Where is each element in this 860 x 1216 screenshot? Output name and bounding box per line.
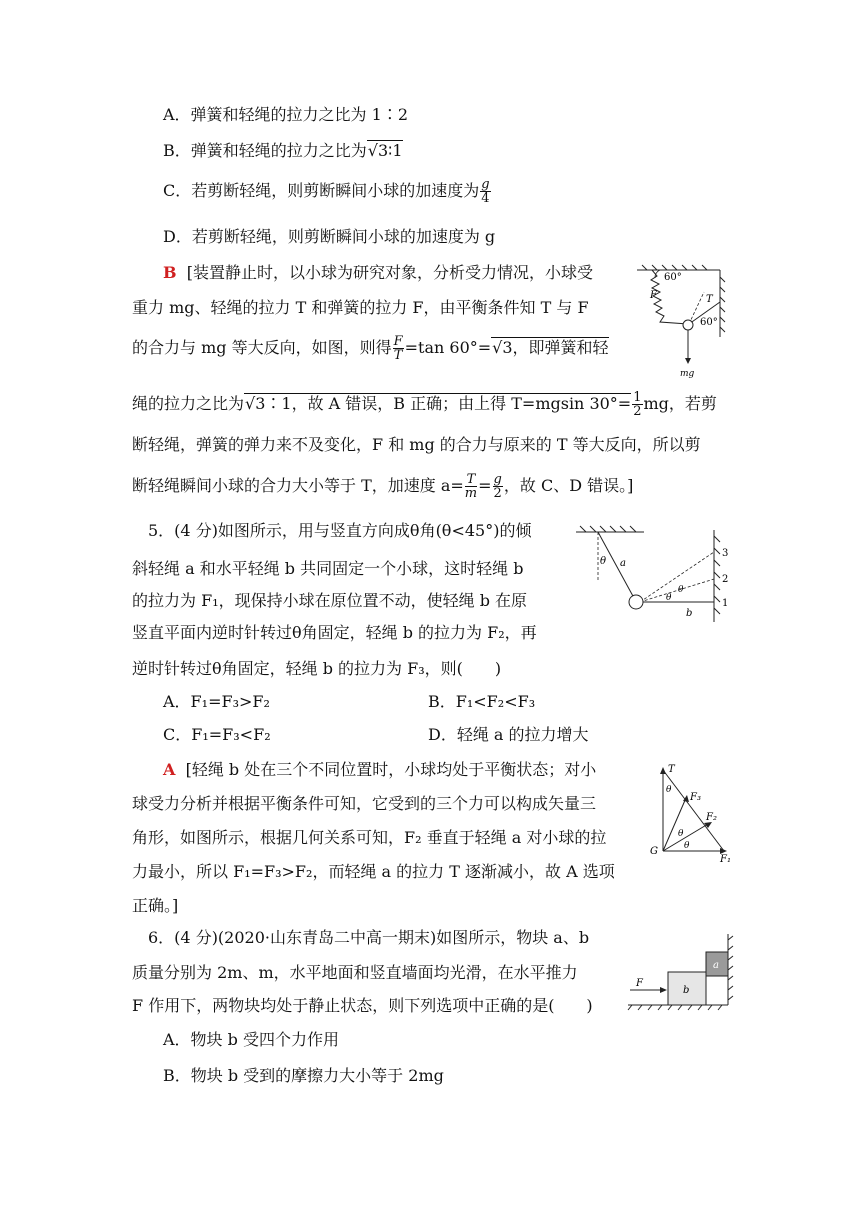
svg-text:θ: θ [684,841,690,851]
block-b-label: b [683,985,690,996]
tension-label: T [668,764,675,775]
q5-option-b: B．F₁<F₂<F₃ [428,692,536,711]
q5-stem-line-3: 的拉力为 F₁，现保持小球在原位置不动，使轻绳 b 在原 [132,591,528,610]
svg-text:θ: θ [678,585,684,595]
position-label-1: 1 [722,598,729,609]
q4-solution-line-5: 断轻绳，弹簧的弹力来不及变化，F 和 mg 的合力与原来的 T 等大反向，所以剪 [132,435,701,454]
push-force-label: F [636,978,643,989]
q6-stem-line-3: F 作用下，两物块均处于静止状态，则下列选项中正确的是( ) [132,996,593,1015]
q4-solution-line-4: 绳的拉力之比为√ 3∶1，故 A 错误，B 正确；由上得 T=mgsin 30°= $\frac{1}{2}$ mg，若剪 [132,391,717,418]
q6-option-a: A．物块 b 受四个力作用 [163,1030,339,1049]
ball [629,595,643,609]
q6-stem-line-2: 质量分别为 2m、m，水平地面和竖直墙面均光滑，在水平推力 [132,963,578,982]
svg-text:θ: θ [678,829,684,839]
q5-solution-line-4: 力最小，所以 F₁=F₃>F₂，而轻绳 a 的拉力 T 逐渐减小，故 A 选项 [132,862,615,881]
q5-option-d: D．轻绳 a 的拉力增大 [428,725,589,744]
q4-option-b: B．弹簧和轻绳的拉力之比为√ 3∶1 [163,139,403,163]
q5-option-c: C．F₁=F₃<F₂ [163,725,271,744]
q4-solution-line-1: B [装置静止时，以小球为研究对象，分析受力情况，小球受 [163,263,593,282]
q5-solution-line-2: 球受力分析并根据平衡条件可知，它受到的三个力可以构成矢量三 [132,794,597,813]
q5-force-triangle [648,758,738,868]
position-label-3: 3 [722,548,729,559]
q4-spring-diagram [632,262,732,382]
f3-label: F₃ [690,792,701,803]
q6-blocks-diagram [624,930,736,1012]
q6-option-b: B．物块 b 受到的摩擦力大小等于 2mg [163,1066,444,1085]
q5-stem-line-2: 斜轻绳 a 和水平轻绳 b 共同固定一个小球，这时轻绳 b [132,559,524,578]
gravity-label: mg [680,369,695,379]
ball [683,320,693,330]
theta-label: θ [600,556,607,567]
angle-label-1: 60° [664,272,682,283]
q5-stem-line-1: 5．(4 分)如图所示，用与竖直方向成θ角(θ<45°)的倾 [148,521,532,540]
q5-solution-line-1: A [轻绳 b 处在三个不同位置时，小球均处于平衡状态；对小 [163,760,597,779]
q5-solution-line-3: 角形，如图所示，根据几何关系可知，F₂ 垂直于轻绳 a 对小球的拉 [132,828,607,847]
q5-solution-line-5: 正确。] [132,896,179,915]
position-label-2: 2 [722,574,729,585]
rope-force-label: T [706,294,713,305]
q5-rope-diagram [574,522,734,632]
q4-solution-line-6: 断轻绳瞬间小球的合力大小等于 T，加速度 a= $\frac{T}{m}$ = $\frac{g}{2}$ ，故 C、D 错误。] [132,472,634,501]
f1-label: F₁ [720,854,731,865]
f2-label: F₂ [706,812,717,823]
q4-solution-line-2: 重力 mg、轻绳的拉力 T 和弹簧的拉力 F，由平衡条件知 T 与 F [132,298,589,317]
q4-option-d: D．若剪断轻绳，则剪断瞬间小球的加速度为 g [163,227,496,246]
q5-stem-line-4: 竖直平面内逆时针转过θ角固定，轻绳 b 的拉力为 F₂，再 [132,623,537,642]
q4-option-c: C．若剪断轻绳，则剪断瞬间小球的加速度为 $\frac{g}{4}$ [163,177,490,206]
rope-b-label: b [686,608,693,619]
q6-stem-line-1: 6．(4 分)(2020·山东青岛二中高一期末)如图所示，物块 a、b [148,928,590,947]
spring-force-label: F [650,290,657,301]
q5-option-a: A．F₁=F₃>F₂ [163,692,270,711]
svg-text:θ: θ [666,593,672,603]
angle-label-2: 60° [700,317,718,328]
rope-a-label: a [620,558,626,569]
gravity-label: G [650,846,658,857]
block-a-label: a [713,960,719,971]
q5-stem-line-5: 逆时针转过θ角固定，轻绳 b 的拉力为 F₃，则( ) [132,659,502,678]
q4-solution-line-3: 的合力与 mg 等大反向，如图，则得 $\frac{F}{T}$ =tan 60°=√ 3，即弹簧和轻 [132,335,609,362]
q4-option-a: A．弹簧和轻绳的拉力之比为 1∶2 [163,105,409,124]
svg-text:θ: θ [666,785,672,795]
